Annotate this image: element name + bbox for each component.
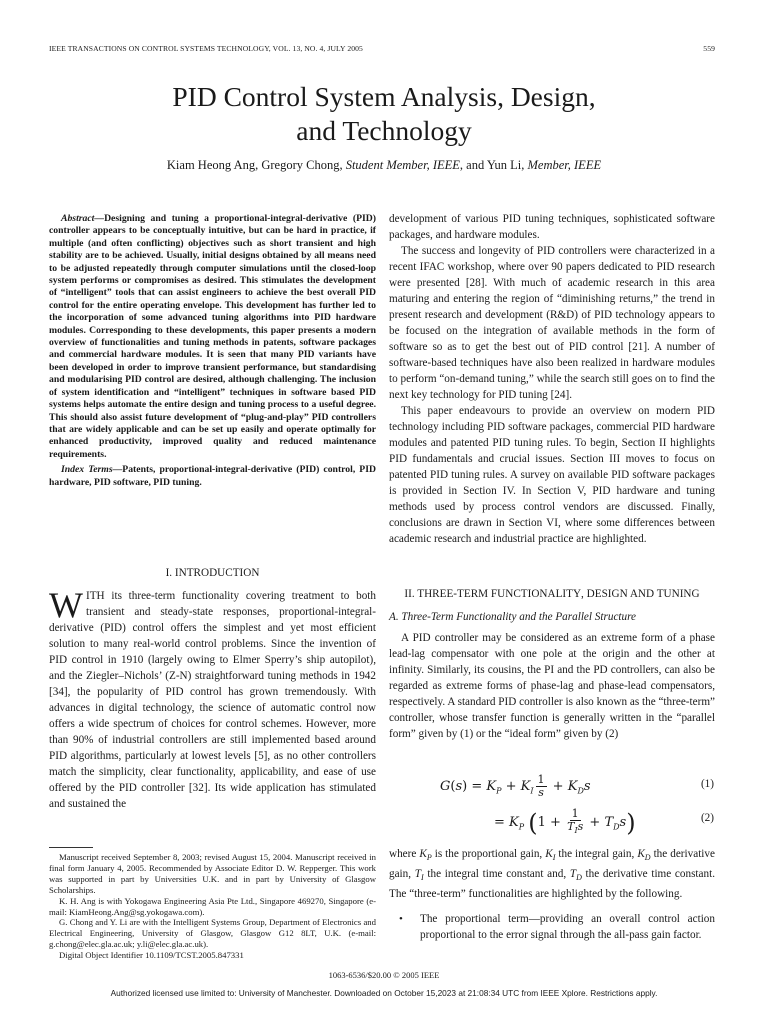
abstract-label: Abstract—: [61, 213, 105, 224]
footnote-rule: [49, 847, 93, 848]
index-terms-text: Patents, proportional-integral-derivative (PID) control, PID hardware, PID software, PID tuning.: [49, 464, 376, 488]
bullet-icon: •: [399, 913, 403, 925]
title-line-1: PID Control System Analysis, Design,: [172, 81, 596, 112]
author-role-2: Member, IEEE: [527, 158, 602, 172]
section-2-paragraph-2: where $K_P$ is the proportional gain, $K_I$ the integral gain, $K_D$ the derivative gain, $T_I$ the integral time constant and, $T_D$ the derivative time constant. The “three-term” functionalities are highlighted by the following.: [389, 848, 716, 901]
abstract-text: Designing and tuning a proportional-integral-derivative (PID) controller appears to be conceptually intuitive, but can be hard in practice, if multiple (and often conflicting) objectives such as short transient and high stability are to be achieved. Usually, initial designs obtained by all means need to be adjusted repeatedly through computer simulations until the closed-loop system performs or compromises as desired. This stimulates the development of “intelligent” tools that can assist engineers to achieve the best overall PID control for the entire operating envelope. This development has further led to the incorporation of some advanced tuning algorithms into PID hardware modules. Corresponding to these developments, this paper presents a modern overview of functionalities and tuning methods in patents, software packages and commercial hardware modules. It is seen that many PID variants have been developed in order to improve transient performance, but standardising and modularising PID control are desired, although challenging. The inclusion of system identification and “intelligent” techniques in software based PID systems helps automate the entire design and tuning process to a useful degree. This should also assist future development of “plug-and-play” PID controllers that are widely applicable and can be set up easily and operate optimally for enhanced productivity, improved quality and reduced maintenance requirements.: [49, 213, 376, 460]
intro-paragraph: ITH its three-term functionality covering treatment to both transient and steady-state responses, proportional-integral-derivative (PID) control offers the simplest and yet most efficient solution to many real-world control problems. Since the invention of PID control in 1910 (largely owing to Elmer Sperry’s ship autopilot), and the Ziegler–Nichols’ (Z-N) straightforward tuning methods in 1942 [34], the popularity of PID control has grown tremendously. With advances in digital technology, the science of automatic control now offers a wide spectrum of choices for control schemes. However, more than 90% of industrial controllers are still implemented based around PID algorithms, particularly at lowest levels [5], as no other controllers match the simplicity, clear functionality, applicability, and ease of use offered by the PID controller [32]. Its wide application has stimulated and sustained the: [49, 590, 376, 810]
drop-cap: W: [49, 585, 83, 625]
footnotes: [49, 852, 376, 961]
subsection-a-heading: A. Three-Term Functionality and the Parallel Structure: [389, 611, 637, 623]
copyright-line: 1063-6536/$20.00 © 2005 IEEE: [328, 970, 440, 980]
author-names-1: Kiam Heong Ang, Gregory Chong,: [166, 158, 346, 172]
section-2-heading: II. THREE-TERM FUNCTIONALITY, DESIGN AND TUNING: [404, 588, 700, 600]
author-role-1: Student Member, IEEE: [345, 158, 460, 172]
bullet-text: The proportional term—providing an overall control action proportional to the error signal through the all-pass gain factor.: [420, 913, 715, 941]
intro-paragraph-3: This paper endeavours to provide an overview on modern PID technology including PID software packages, commercial PID hardware modules and patented PID tuning rules. To begin, Section II highlights PID fundamentals and crucial issues. Section III moves to focus on patented PID tuning rules. A survey on available PID software packages is provided in Section IV. In Section V, PID hardware and tuning methods used by process control vendors are discussed. Finally, conclusions are drawn in Section VI, where some differences between academic research and industrial practice are highlighted.: [389, 405, 715, 545]
introduction-text: [49, 585, 376, 812]
author-names-2: , and Yun Li,: [459, 158, 528, 172]
title-line-2: and Technology: [296, 115, 472, 146]
equation-1: $G(s) = K_P + K_I$ $\frac{1}{s}$ + $K_Ds$ (1): [440, 773, 714, 799]
equation-1-number: (1): [700, 778, 714, 790]
intro-paragraph-2: The success and longevity of PID controllers were characterized in a recent IFAC workshop, where over 90 papers dedicated to PID research were presented [28]. With much of academic research in this area maturing and entering the region of “diminishing returns,” the trend in present research and development (R&D) of PID technology appears to be focused on the integration of available methods in the form of software so as to get the best out of PID control [21]. A number of software-based techniques have also been realized in hardware modules to perform “on-demand tuning,” while the search still goes on to find the next key technology for PID tuning [24].: [389, 245, 715, 401]
footnote-manuscript: Manuscript received September 8, 2003; revised August 15, 2004. Manuscript received in final form January 4, 2005. Recommended by Associate Editor D. W. Repperger. This work was supported in part by Universities U.K. and in part by University of Glasgow Scholarships.: [49, 852, 376, 895]
footnote-doi: Digital Object Identifier 10.1109/TCST.2005.847331: [59, 950, 244, 961]
index-terms-label: Index Terms—: [61, 464, 123, 476]
equation-2: = $K_P$ (1 + $\frac{1}{T_Is}$ + $T_Ds$) (2): [494, 807, 714, 838]
paper-title: [0, 80, 768, 148]
journal-header: IEEE TRANSACTIONS ON CONTROL SYSTEMS TECHNOLOGY, VOL. 13, NO. 4, JULY 2005: [49, 44, 363, 53]
section-1-heading: I. INTRODUCTION: [165, 567, 260, 579]
equation-2-number: (2): [700, 812, 714, 824]
page-number: 559: [703, 44, 715, 53]
footnote-chong-li: G. Chong and Y. Li are with the Intelligent Systems Group, Department of Electronics and Electrical Engineering, University of Glasgow, Glasgow G12 8LT, U.K. (e-mail: g.chong@elec.gla.ac.uk; y.li@elec.gla.ac.uk).: [49, 917, 376, 950]
section-2-paragraph-1: A PID controller may be considered as an extreme form of a phase lead-lag compensator with one pole at the origin and the other at infinity. Similarly, its cousins, the PI and the PD controllers, can also be regarded as extreme forms of phase-lag and phase-lead compensators, respectively. A standard PID controller is also known as the “three-term” controller, whose transfer function is generally written in the “parallel form” given by (1) or the “ideal form” given by (2): [389, 632, 715, 740]
license-notice: Authorized licensed use limited to: University of Manchester. Downloaded on October 15,2023 at 21:08:34 UTC from IEEE Xplore. Restrictions apply.: [110, 988, 658, 998]
abstract: [49, 213, 376, 489]
bullet-proportional-term: [399, 911, 715, 943]
author-list: [0, 158, 768, 173]
intro-continuation: development of various PID tuning techniques, sophisticated software packages, and hardware modules.: [389, 213, 715, 241]
right-column-intro: [389, 211, 715, 547]
footnote-ang: K. H. Ang is with Yokogawa Engineering Asia Pte Ltd., Singapore 469270, Singapore (e-mail: KiamHeong.Ang@sg.yokogawa.com).: [49, 895, 376, 917]
